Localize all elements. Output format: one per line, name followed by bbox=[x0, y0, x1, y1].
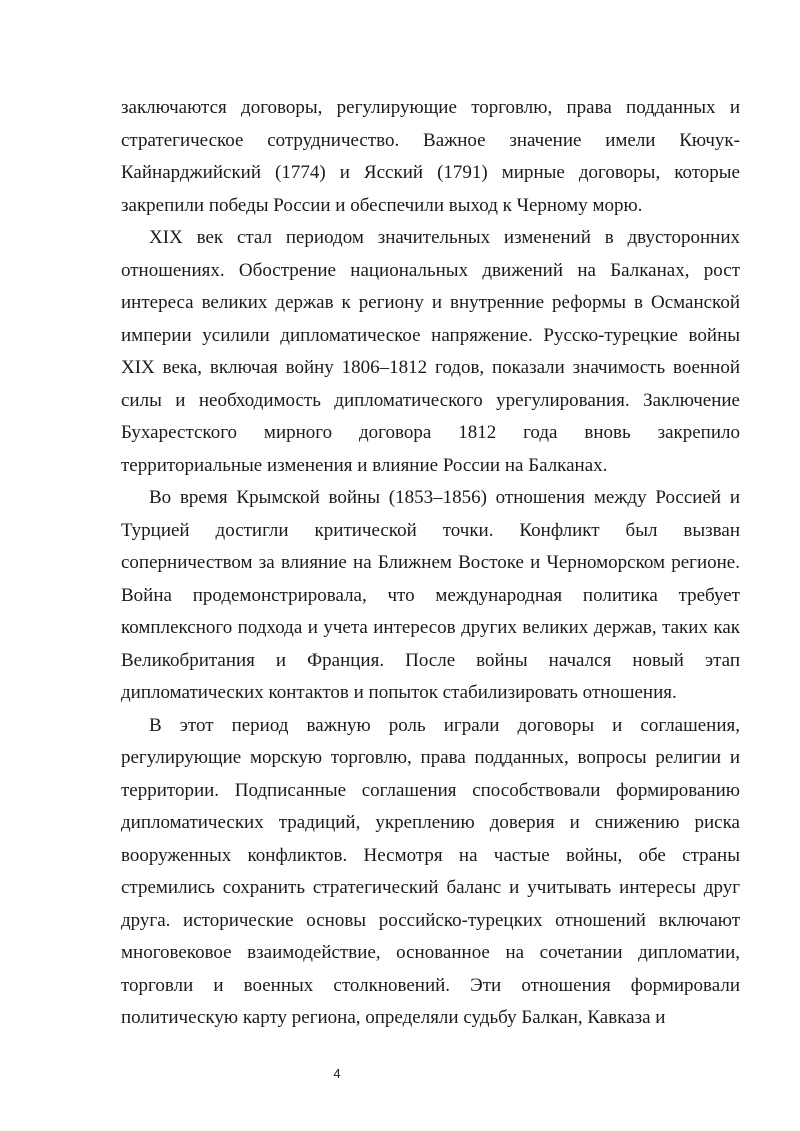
paragraph-continuation: заключаются договоры, регулирующие торговлю, права подданных и стратегическое сотрудничество. Важное значение имели Кючук-Кайнарджийский (1774) и Ясский (1791) мирные договоры, которые закрепили победы России и обеспечили выход к Черному морю. bbox=[121, 97, 740, 216]
paragraph-treaties: В этот период важную роль играли договоры и соглашения, регулирующие морскую торговлю, права подданных, вопросы религии и территории. Подписанные соглашения способствовали формированию дипломатических традиций, укреплению доверия и снижению риска вооруженных конфликтов. Несмотря на частые войны, обе страны стремились сохранить стратегический баланс и учитывать интересы друг друга. исторические основы российско-турецких отношений включают многовековое взаимодействие, основанное на сочетании дипломатии, торговли и военных столкновений. Эти отношения формировали политическую карту региона, определяли судьбу Балкан, Кавказа и bbox=[121, 714, 740, 1028]
paragraph-xix-century: XIX век стал периодом значительных изменений в двусторонних отношениях. Обострение национальных движений на Балканах, рост интереса великих держав к региону и внутренние реформы в Османской империи усилили дипломатическое напряжение. Русско-турецкие войны XIX века, включая войну 1806–1812 годов, показали значимость военной силы и необходимость дипломатического урегулирования. Заключение Бухарестского мирного договора 1812 года вновь закрепило территориальные изменения и влияние России на Балканах. bbox=[121, 227, 740, 476]
paragraph-crimean-war: Во время Крымской войны (1853–1856) отношения между Россией и Турцией достигли критической точки. Конфликт был вызван соперничеством за влияние на Ближнем Востоке и Черноморском регионе. Война продемонстрировала, что международная политика требует комплексного подхода и учета интересов других великих держав, таких как Великобритания и Франция. После войны начался новый этап дипломатических контактов и попыток стабилизировать отношения. bbox=[121, 487, 740, 703]
page-number: 4 bbox=[333, 1066, 341, 1081]
body-text bbox=[121, 92, 740, 1035]
